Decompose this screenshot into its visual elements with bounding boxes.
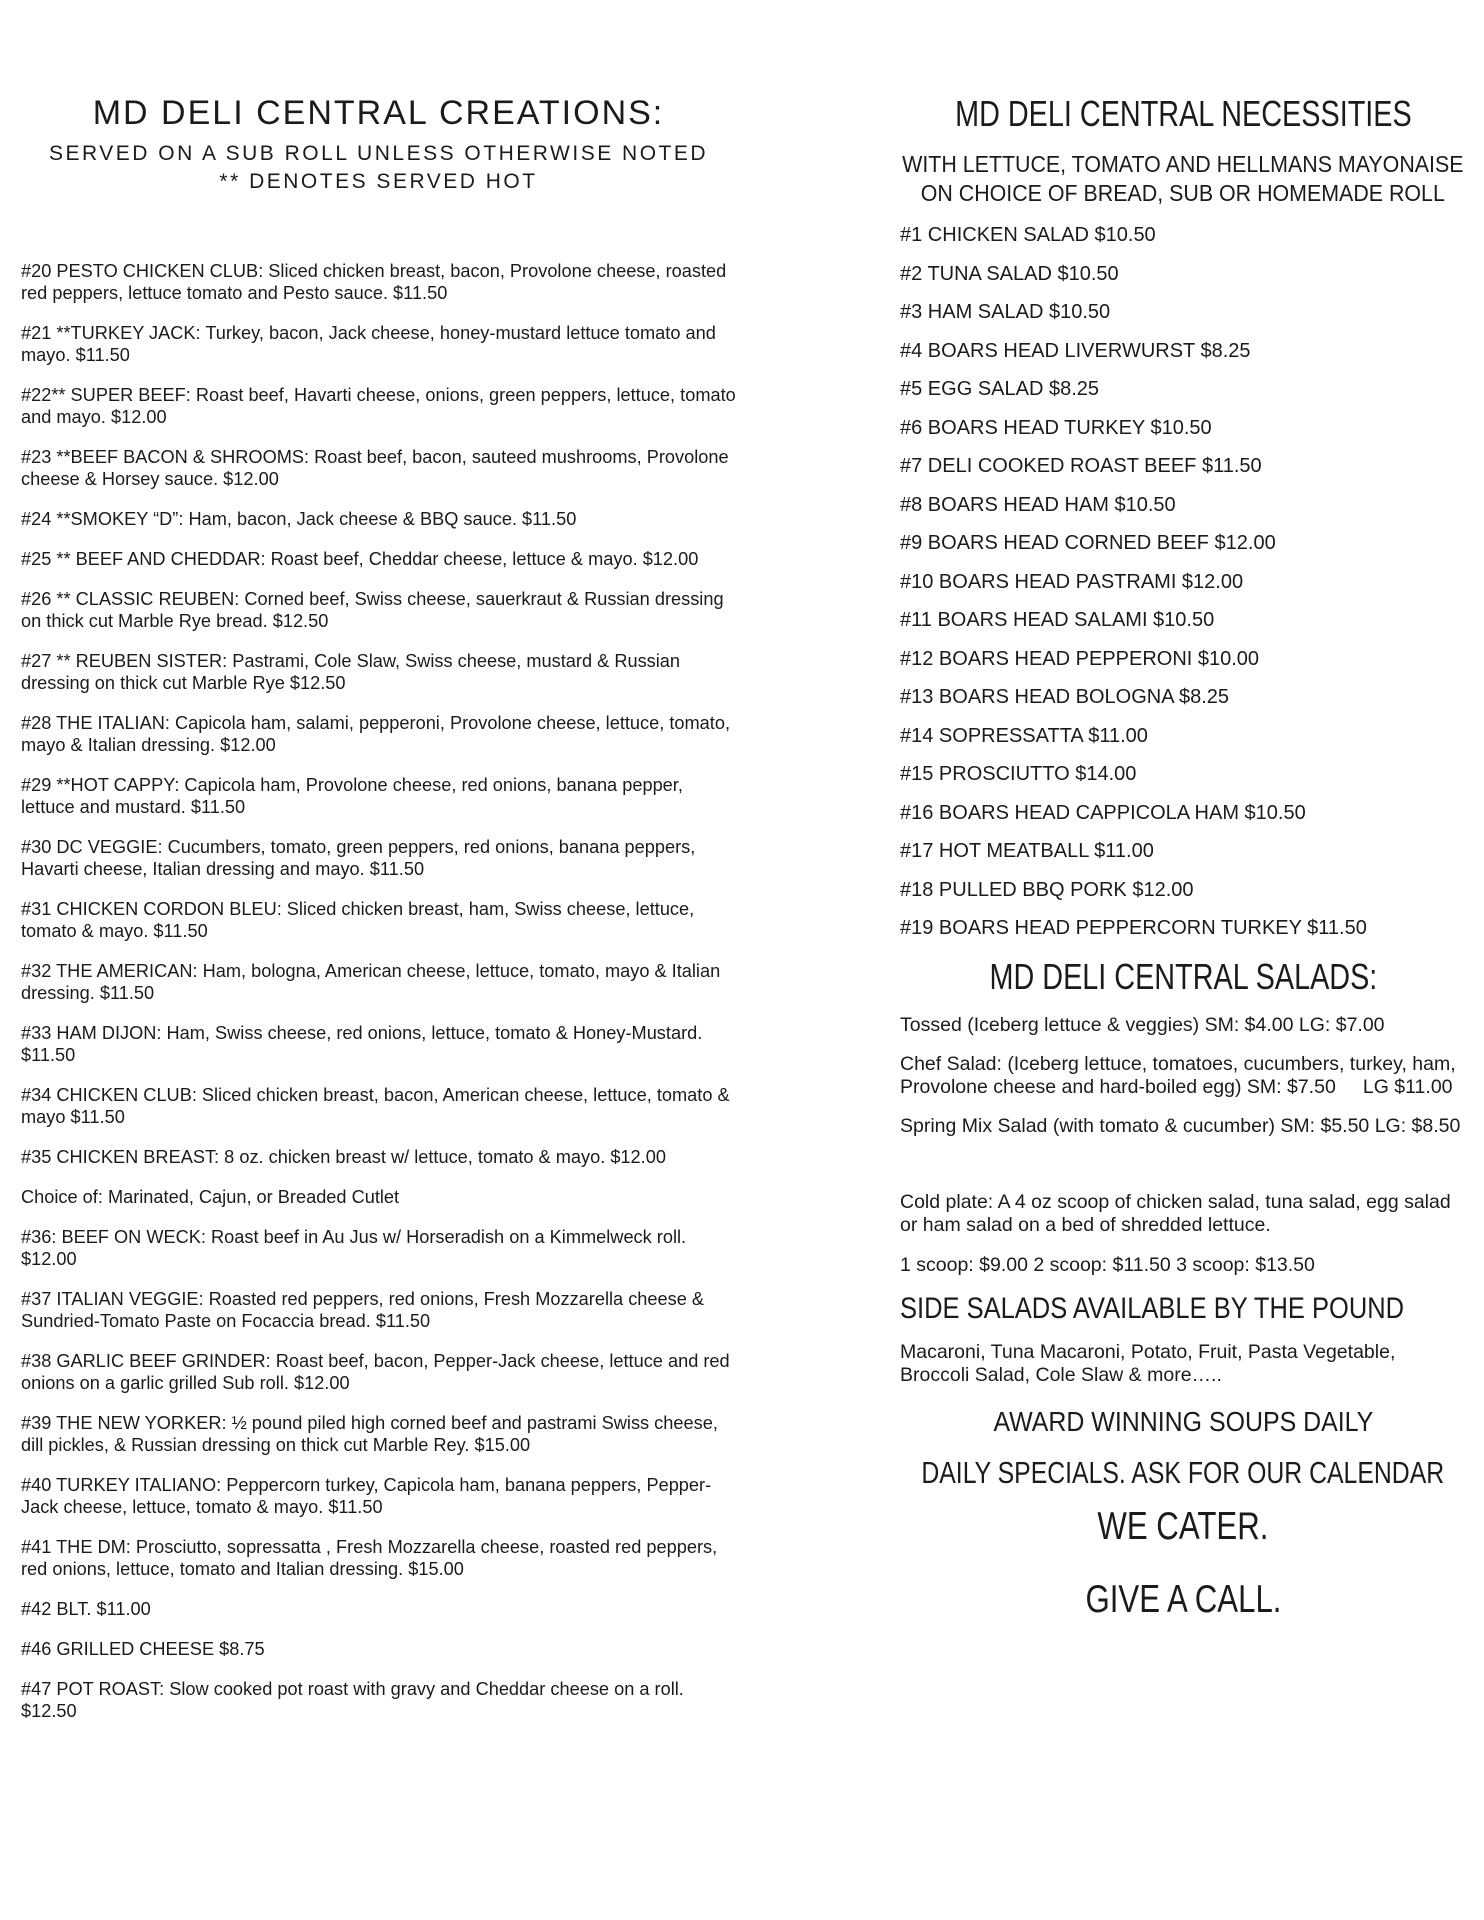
creations-section [21,0,736,1740]
necessities-title: MD DELI CENTRAL NECESSITIES [954,93,1412,134]
side-salads-description: Macaroni, Tuna Macaroni, Potato, Fruit, Pasta Vegetable, Broccoli Salad, Cole Slaw & more….. [900,1340,1396,1386]
menu-item: #38 GARLIC BEEF GRINDER: Roast beef, bacon, Pepper-Jack cheese, lettuce and red onions on a garlic grilled Sub roll. $12.00 [21,1351,730,1393]
salad-item: Chef Salad: (Iceberg lettuce, tomatoes, cucumbers, turkey, ham, Provolone cheese and hard-boiled egg) SM: $7.50 LG $11.00 [900,1052,1456,1098]
scoop-prices-text: 1 scoop: $9.00 2 scoop: $11.50 3 scoop: $13.50 [900,1253,1315,1276]
menu-item: #29 **HOT CAPPY: Capicola ham, Provolone cheese, red onions, banana pepper, lettuce and mustard. $11.50 [21,775,683,817]
creations-item-list [21,260,736,1722]
menu-item: #42 BLT. $11.00 [21,1599,151,1619]
cold-plate-text: Cold plate: A 4 oz scoop of chicken salad, tuna salad, egg salad or ham salad on a bed of shredded lettuce. [900,1190,1451,1236]
menu-item: #36: BEEF ON WECK: Roast beef in Au Jus w/ Horseradish on a Kimmelweck roll. $12.00 [21,1227,687,1269]
menu-item: #24 **SMOKEY “D”: Ham, bacon, Jack cheese & BBQ sauce. $11.50 [21,509,577,529]
necessities-item-list [900,224,1466,939]
menu-item: #1 CHICKEN SALAD $10.50 [900,224,1156,246]
menu-item: #9 BOARS HEAD CORNED BEEF $12.00 [900,532,1276,554]
menu-item: #26 ** CLASSIC REUBEN: Corned beef, Swiss cheese, sauerkraut & Russian dressing on thick cut Marble Rye bread. $12.50 [21,589,724,631]
menu-item: #30 DC VEGGIE: Cucumbers, tomato, green peppers, red onions, banana peppers, Havarti cheese, Italian dressing and mayo. $11.50 [21,837,696,879]
menu-item: #5 EGG SALAD $8.25 [900,378,1100,400]
promo-daily-specials: DAILY SPECIALS. ASK FOR OUR CALENDAR [921,1454,1445,1490]
menu-item: #33 HAM DIJON: Ham, Swiss cheese, red onions, lettuce, tomato & Honey-Mustard. $11.50 [21,1023,703,1065]
menu-item: #6 BOARS HEAD TURKEY $10.50 [900,416,1212,439]
creations-subtitle-line1: SERVED ON A SUB ROLL UNLESS OTHERWISE NOTED [48,142,709,165]
side-salads-title: SIDE SALADS AVAILABLE BY THE POUND [900,1291,1405,1325]
menu-item: #28 THE ITALIAN: Capicola ham, salami, pepperoni, Provolone cheese, lettuce, tomato, mayo & Italian dressing. $12.00 [21,713,731,755]
menu-item: #32 THE AMERICAN: Ham, bologna, American cheese, lettuce, tomato, mayo & Italian dressing. $11.50 [21,961,721,1003]
salads-title: MD DELI CENTRAL SALADS: [989,955,1377,997]
menu-item: Choice of: Marinated, Cajun, or Breaded Cutlet [21,1187,400,1207]
menu-item: #17 HOT MEATBALL $11.00 [900,840,1154,862]
necessities-subtitle-line1: WITH LETTUCE, TOMATO AND HELLMANS MAYONAISE [902,151,1464,177]
necessities-subtitle-line2: ON CHOICE OF BREAD, SUB OR HOMEMADE ROLL [920,180,1446,206]
menu-item: #20 PESTO CHICKEN CLUB: Sliced chicken breast, bacon, Provolone cheese, roasted red peppers, lettuce tomato and Pesto sauce. $11.50 [21,261,727,303]
menu-item: #16 BOARS HEAD CAPPICOLA HAM $10.50 [900,801,1306,824]
menu-item: #3 HAM SALAD $10.50 [900,301,1111,323]
menu-item: #13 BOARS HEAD BOLOGNA $8.25 [900,686,1230,708]
menu-item: #21 **TURKEY JACK: Turkey, bacon, Jack cheese, honey-mustard lettuce tomato and mayo. $11.50 [21,323,716,365]
menu-item: #40 TURKEY ITALIANO: Peppercorn turkey, Capicola ham, banana peppers, Pepper-Jack cheese, lettuce, tomato & mayo. $11.50 [21,1475,712,1517]
necessities-section [900,0,1466,1621]
menu-item: #15 PROSCIUTTO $14.00 [900,763,1137,785]
menu-item: #37 ITALIAN VEGGIE: Roasted red peppers, red onions, Fresh Mozzarella cheese & Sundried-Tomato Paste on Focaccia bread. $11.50 [21,1289,705,1331]
promo-we-cater: WE CATER. [1097,1504,1269,1548]
menu-item: #12 BOARS HEAD PEPPERONI $10.00 [900,647,1260,670]
menu-item: #46 GRILLED CHEESE $8.75 [21,1639,265,1659]
menu-item: #34 CHICKEN CLUB: Sliced chicken breast, bacon, American cheese, lettuce, tomato & mayo $11.50 [21,1085,730,1127]
menu-item: #23 **BEEF BACON & SHROOMS: Roast beef, bacon, sauteed mushrooms, Provolone cheese & Horsey sauce. $12.00 [21,447,729,489]
menu-item: #31 CHICKEN CORDON BLEU: Sliced chicken breast, ham, Swiss cheese, lettuce, tomato & mayo. $11.50 [21,899,695,941]
menu-item: #22** SUPER BEEF: Roast beef, Havarti cheese, onions, green peppers, lettuce, tomato and mayo. $12.00 [21,385,736,427]
promo-give-a-call: GIVE A CALL. [1085,1577,1281,1621]
menu-item: #7 DELI COOKED ROAST BEEF $11.50 [900,455,1262,477]
creations-subtitle-line2: ** DENOTES SERVED HOT [219,170,538,193]
menu-item: #47 POT ROAST: Slow cooked pot roast with gravy and Cheddar cheese on a roll. $12.50 [21,1679,684,1721]
menu-item: #2 TUNA SALAD $10.50 [900,262,1119,285]
menu-item: #18 PULLED BBQ PORK $12.00 [900,878,1194,901]
promo-soups: AWARD WINNING SOUPS DAILY [993,1405,1373,1437]
menu-item: #14 SOPRESSATTA $11.00 [900,724,1148,747]
menu-item: #35 CHICKEN BREAST: 8 oz. chicken breast w/ lettuce, tomato & mayo. $12.00 [21,1147,666,1167]
menu-item: #11 BOARS HEAD SALAMI $10.50 [900,609,1215,631]
menu-item: #10 BOARS HEAD PASTRAMI $12.00 [900,570,1244,593]
menu-item: #25 ** BEEF AND CHEDDAR: Roast beef, Cheddar cheese, lettuce & mayo. $12.00 [21,549,699,569]
menu-item: #27 ** REUBEN SISTER: Pastrami, Cole Slaw, Swiss cheese, mustard & Russian dressing on thick cut Marble Rye $12.50 [21,651,681,693]
menu-item: #39 THE NEW YORKER: ½ pound piled high corned beef and pastrami Swiss cheese, dill pickles, & Russian dressing on thick cut Marble Rey. $15.00 [21,1413,718,1455]
menu-item: #41 THE DM: Prosciutto, sopressatta , Fresh Mozzarella cheese, roasted red peppers, red onions, lettuce, tomato and Italian dressing. $15.00 [21,1537,718,1579]
menu-item: #19 BOARS HEAD PEPPERCORN TURKEY $11.50 [900,917,1367,939]
menu-item: #4 BOARS HEAD LIVERWURST $8.25 [900,339,1251,362]
salad-item: Spring Mix Salad (with tomato & cucumber) SM: $5.50 LG: $8.50 [900,1114,1461,1137]
menu-item: #8 BOARS HEAD HAM $10.50 [900,493,1176,516]
salads-line-list [900,1014,1466,1138]
salad-item: Tossed (Iceberg lettuce & veggies) SM: $4.00 LG: $7.00 [900,1013,1385,1036]
creations-title: MD DELI CENTRAL CREATIONS: [92,94,665,132]
